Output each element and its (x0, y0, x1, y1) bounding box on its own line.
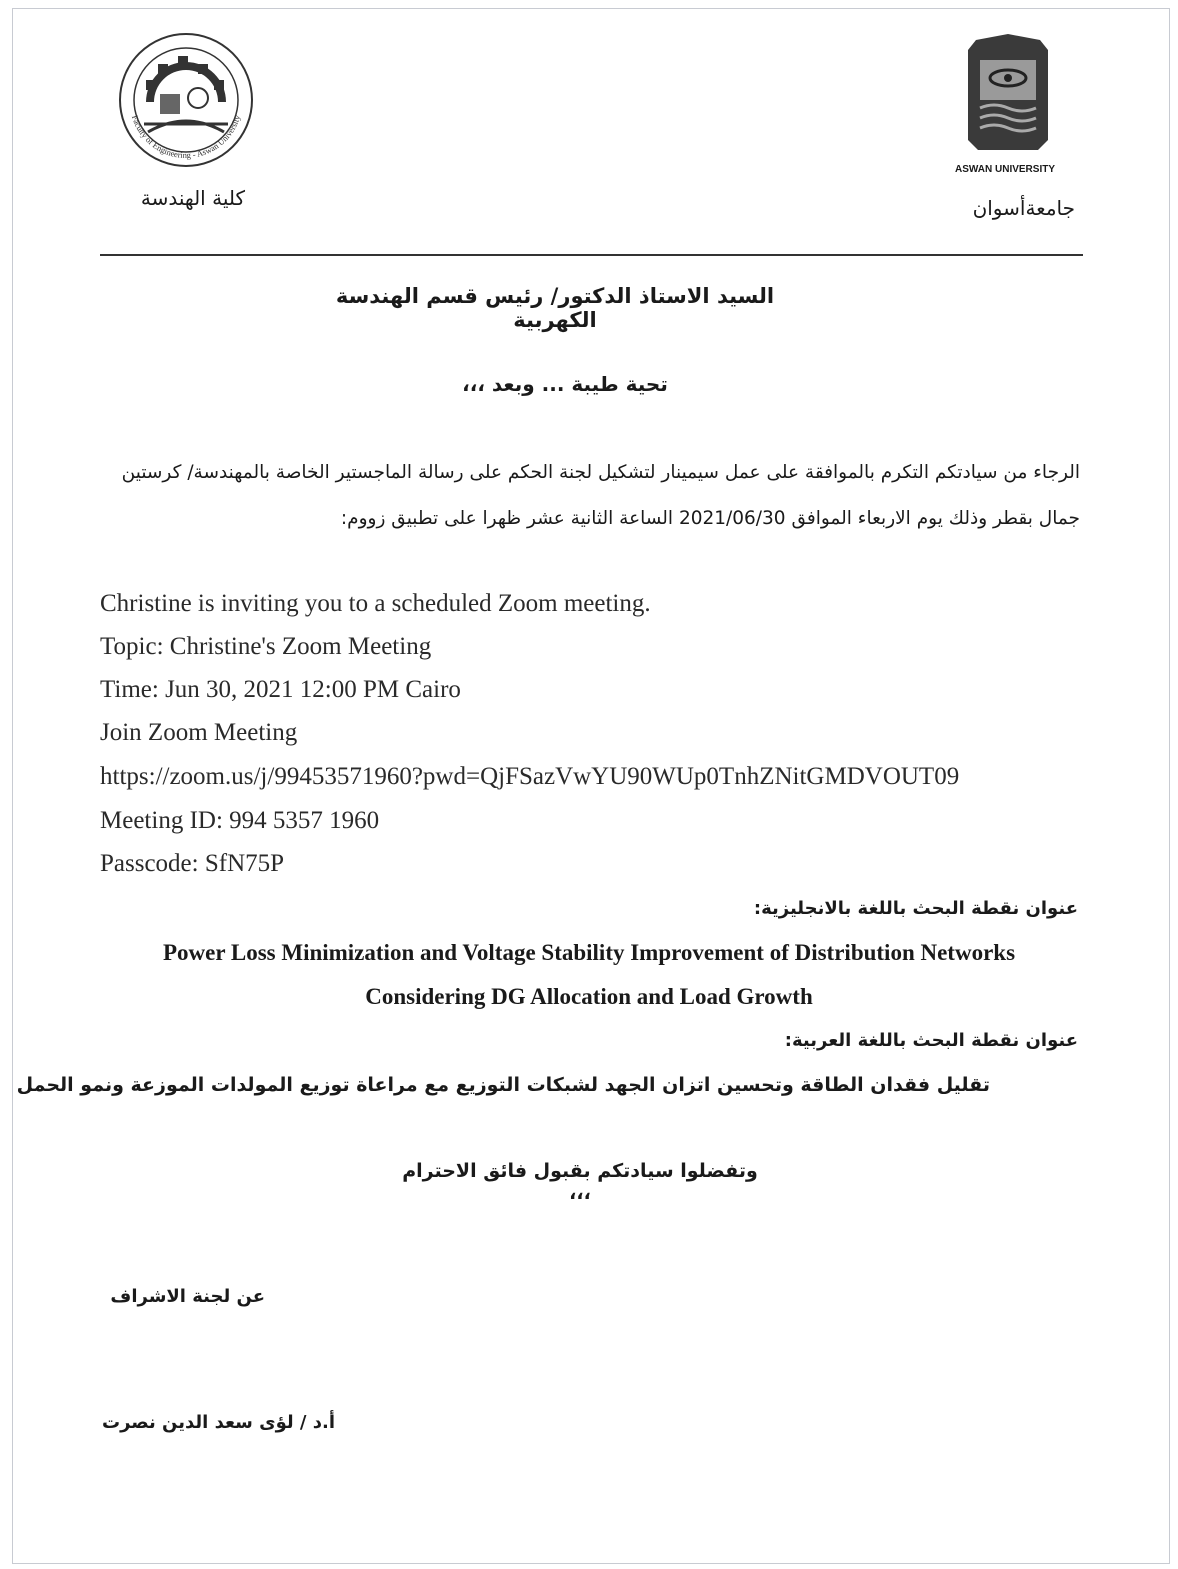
aswan-university-logo (958, 30, 1058, 160)
title-ar-label: عنوان نقطة البحث باللغة العربية: (784, 1030, 1078, 1051)
body-line-1: الرجاء من سيادتكم التكرم بالموافقة على عمل سيمينار لتشكيل لجنة الحكم على رسالة الماجستير الخاصة بالمهندسة/ كرستين (121, 462, 1080, 483)
zoom-meeting-id: Meeting ID: 994 5357 1960 (100, 807, 380, 834)
zoom-meeting-link[interactable]: https://zoom.us/j/99453571960?pwd=QjFSazVwYU90WUp0TnhZNitGMDVOUT09 (100, 763, 960, 790)
faculty-of-engineering-seal (118, 32, 254, 168)
committee-label: عن لجنة الاشراف (110, 1286, 265, 1307)
addressee: السيد الاستاذ الدكتور/ رئيس قسم الهندسة الكهربية (335, 284, 775, 332)
closing: وتفضلوا سيادتكم بقبول فائق الاحترام ،،، (402, 1160, 758, 1204)
title-ar: تقليل فقدان الطاقة وتحسين اتزان الجهد لشبكات التوزيع مع مراعاة توزيع المولدات الموزعة ونمو الحمل (16, 1074, 990, 1096)
title-en-line-1: Power Loss Minimization and Voltage Stability Improvement of Distribution Networks (162, 940, 1016, 965)
faculty-seal-text-path: Faculty of Engineering - Aswan University (129, 113, 243, 161)
zoom-topic: Topic: Christine's Zoom Meeting (100, 633, 432, 660)
zoom-passcode: Passcode: SfN75P (100, 850, 285, 877)
greeting: تحية طيبة ... وبعد ،،، (462, 372, 668, 396)
title-en-line-2: Considering DG Allocation and Load Growth (365, 984, 813, 1009)
title-en-label: عنوان نقطة البحث باللغة بالانجليزية: (753, 898, 1078, 919)
zoom-time: Time: Jun 30, 2021 12:00 PM Cairo (100, 676, 461, 703)
body-line-2: جمال بقطر وذلك يوم الاربعاء الموافق 2021/06/30 الساعة الثانية عشر ظهرا على تطبيق زووم: (340, 508, 1080, 529)
signatory-name: أ.د / لؤى سعد الدين نصرت (101, 1412, 335, 1433)
zoom-invite-text: Christine is inviting you to a scheduled Zoom meeting. (100, 590, 651, 617)
header-divider (100, 254, 1083, 256)
faculty-name-ar: كلية الهندسة (140, 186, 245, 210)
university-name-en: ASWAN UNIVERSITY (955, 164, 1056, 175)
university-name-ar: جامعةأسوان (972, 196, 1075, 220)
zoom-join-label: Join Zoom Meeting (100, 719, 298, 746)
